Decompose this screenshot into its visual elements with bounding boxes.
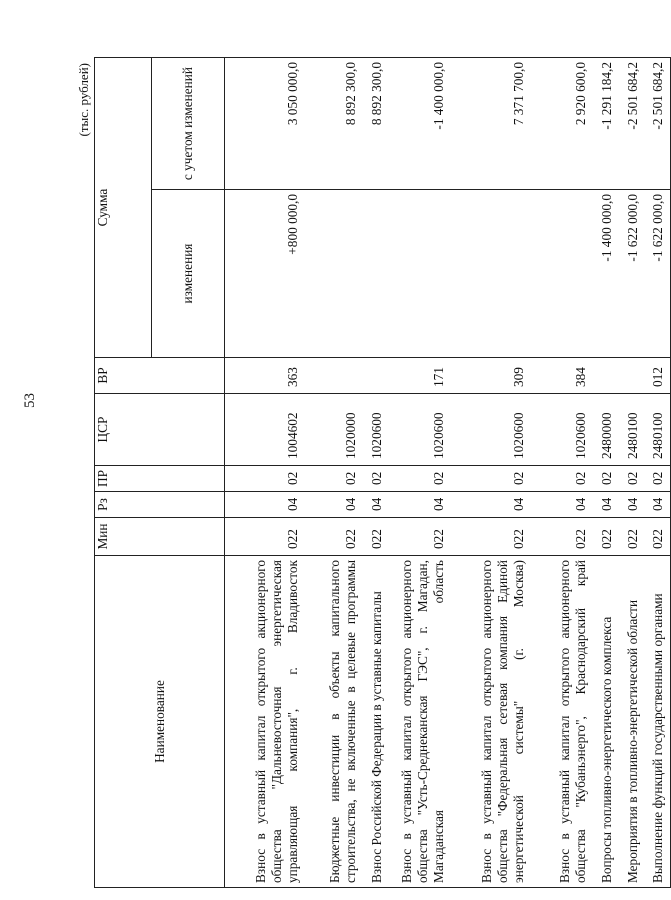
table-row (225, 58, 305, 888)
budget-table (94, 57, 671, 888)
row-name: Взнос Российской Федерации в уставные капиталы (363, 556, 389, 888)
row-rz: 04 (225, 492, 305, 518)
row-pr: 02 (451, 466, 531, 492)
row-csr: 1004602 (225, 394, 305, 466)
row-pr: 02 (645, 466, 671, 492)
row-pr: 02 (531, 466, 593, 492)
row-change (389, 190, 451, 358)
units-note: (тыс. рублей) (76, 63, 91, 137)
row-csr: 2480100 (645, 394, 671, 466)
row-vr: 309 (451, 358, 531, 394)
row-rz: 04 (305, 492, 363, 518)
row-with-change: -1 291 184,2 (593, 58, 619, 190)
row-change: -1 400 000,0 (593, 190, 619, 358)
row-min: 022 (389, 518, 451, 556)
table-row (451, 58, 531, 888)
row-pr: 02 (619, 466, 645, 492)
row-rz: 04 (645, 492, 671, 518)
row-vr: 012 (645, 358, 671, 394)
table-row (619, 58, 645, 888)
page-number: 53 (22, 393, 38, 408)
table-row (645, 58, 671, 888)
header-sum: Сумма (95, 58, 152, 358)
row-csr: 1020600 (451, 394, 531, 466)
row-vr (363, 358, 389, 394)
row-rz: 04 (451, 492, 531, 518)
row-change (451, 190, 531, 358)
header-rz: Рз (95, 492, 225, 518)
row-csr: 1020600 (363, 394, 389, 466)
row-rz: 04 (389, 492, 451, 518)
header-pr: ПР (95, 466, 225, 492)
row-vr: 363 (225, 358, 305, 394)
row-vr: 171 (389, 358, 451, 394)
row-vr: 384 (531, 358, 593, 394)
header-name: Наименование (95, 556, 225, 888)
header-csr: ЦСР (95, 394, 225, 466)
row-with-change: -2 501 684,2 (645, 58, 671, 190)
row-change (305, 190, 363, 358)
row-change: -1 622 000,0 (645, 190, 671, 358)
row-rz: 04 (531, 492, 593, 518)
row-csr: 1020600 (531, 394, 593, 466)
row-csr: 2480100 (619, 394, 645, 466)
header-change: изменения (152, 190, 225, 358)
row-rz: 04 (593, 492, 619, 518)
row-change: +800 000,0 (225, 190, 305, 358)
row-pr: 02 (593, 466, 619, 492)
row-rz: 04 (619, 492, 645, 518)
table-row (305, 58, 363, 888)
table-row (593, 58, 619, 888)
row-rz: 04 (363, 492, 389, 518)
row-with-change: 7 371 700,0 (451, 58, 531, 190)
row-pr: 02 (389, 466, 451, 492)
row-name: Взнос в уставный капитал открытого акционерного общества "Дальневосточная энергетическая управляющая компания", г. Владивосток (225, 556, 305, 888)
row-min: 022 (451, 518, 531, 556)
row-name: Вопросы топливно-энергетического комплекса (593, 556, 619, 888)
rotated-page-content (76, 58, 665, 888)
row-pr: 02 (363, 466, 389, 492)
row-pr: 02 (305, 466, 363, 492)
row-name: Взнос в уставный капитал открытого акционерного общества "Кубаньэнерго", Краснодарский край (531, 556, 593, 888)
header-with-change: с учетом изменений (152, 58, 225, 190)
row-min: 022 (225, 518, 305, 556)
row-vr (593, 358, 619, 394)
row-min: 022 (619, 518, 645, 556)
row-pr: 02 (225, 466, 305, 492)
row-change (531, 190, 593, 358)
row-min: 022 (531, 518, 593, 556)
row-vr (305, 358, 363, 394)
row-with-change: -1 400 000,0 (389, 58, 451, 190)
row-csr: 1020600 (389, 394, 451, 466)
row-with-change: -2 501 684,2 (619, 58, 645, 190)
row-min: 022 (645, 518, 671, 556)
header-min: Мин (95, 518, 225, 556)
row-with-change: 3 050 000,0 (225, 58, 305, 190)
row-with-change: 8 892 300,0 (363, 58, 389, 190)
row-with-change: 8 892 300,0 (305, 58, 363, 190)
table-row (363, 58, 389, 888)
row-name: Взнос в уставный капитал открытого акционерного общества "Федеральная сетевая компания Единой энергетической системы" (г. Москва) (451, 556, 531, 888)
row-name: Выполнение функций государственными органами (645, 556, 671, 888)
row-vr (619, 358, 645, 394)
row-change: -1 622 000,0 (619, 190, 645, 358)
table-row (389, 58, 451, 888)
header-row-top (95, 58, 152, 888)
header-vr: ВР (95, 358, 225, 394)
row-name: Бюджетные инвестиции в объекты капитального строительства, не включенные в целевые программы (305, 556, 363, 888)
row-min: 022 (305, 518, 363, 556)
row-with-change: 2 920 600,0 (531, 58, 593, 190)
row-name: Взнос в уставный капитал открытого акционерного общества "Усть-Среднеканская ГЭС", г. Магадан, Магаданская область (389, 556, 451, 888)
table-row (531, 58, 593, 888)
row-csr: 1020000 (305, 394, 363, 466)
row-csr: 2480000 (593, 394, 619, 466)
row-name: Мероприятия в топливно-энергетической области (619, 556, 645, 888)
row-change (363, 190, 389, 358)
row-min: 022 (363, 518, 389, 556)
row-min: 022 (593, 518, 619, 556)
